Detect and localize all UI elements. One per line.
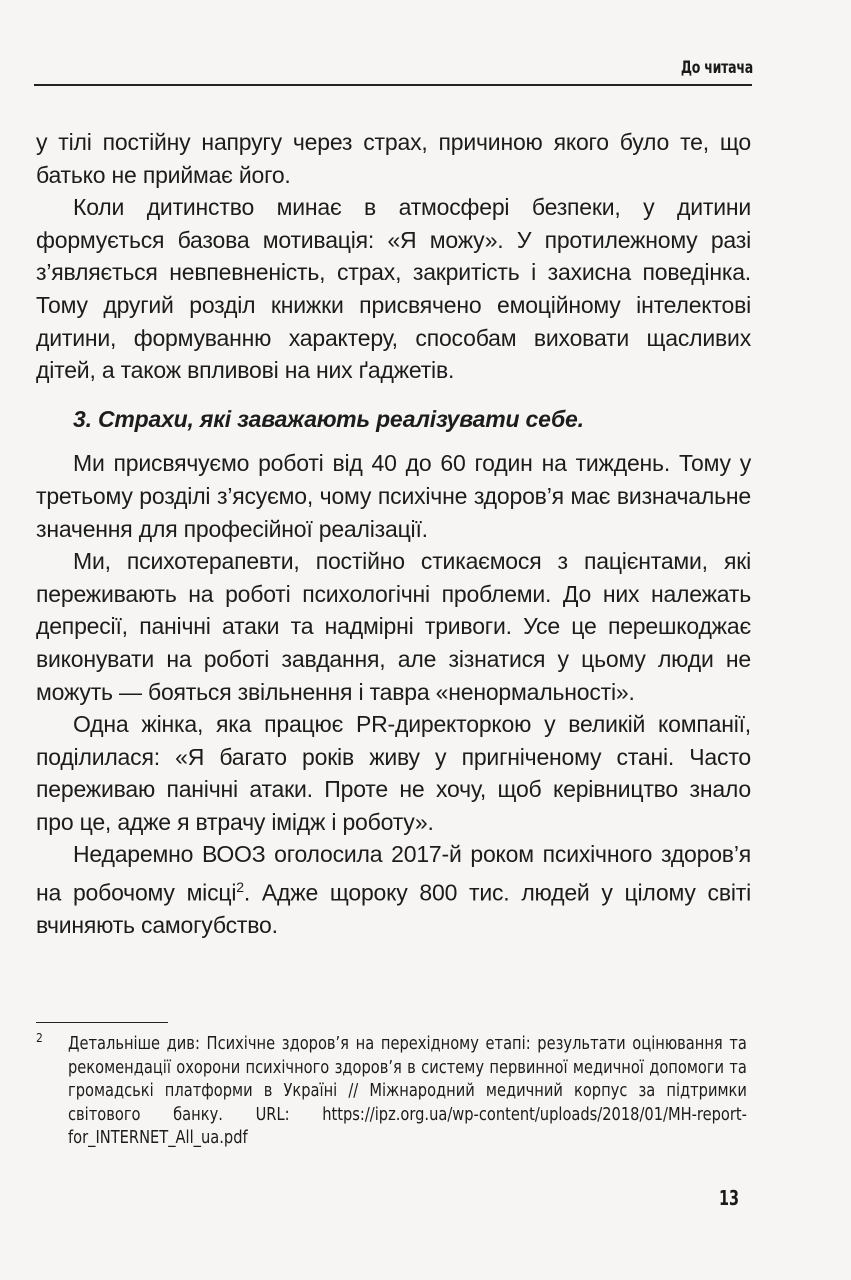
paragraph-3: Ми присвячуємо роботі від 40 до 60 годин на тиждень. Тому у третьому розділі з’ясуємо, чому психічне здоров’я має визначальне значення для професійної реалізації. xyxy=(36,450,751,542)
footnote-number: 2 xyxy=(36,1031,43,1045)
paragraph-2: Коли дитинство минає в атмосфері безпеки, у дитини формується базова мотивація: «Я можу». У протилежному разі з’являється невпевненість, страх, закритість і захисна поведінка. Тому другий розділ книжки присвячено емоційному інтелектові дитини, формуванню характеру, способам виховати щасливих дітей, а також впливові на них ґаджетів. xyxy=(36,194,751,384)
footnote-reference: 2 xyxy=(236,879,244,896)
footnote-text: Детальніше див: Психічне здоров’я на перехідному етапі: результати оцінювання та рекомендації охорони психічного здоров’я в систему первинної медичної допомоги та громадські платформи в Україні // Міжнародний медичний корпус за підтримки світового банку. URL: https://ipz.org.ua/wp-content/uploads/2018/01/MH-report-for_INTERNET_All_ua.pdf xyxy=(68,1034,747,1148)
page-number: 13 xyxy=(718,1186,739,1210)
paragraph-1: у тілі постійну напругу через страх, причиною якого було те, що батько не приймає його. xyxy=(36,129,751,188)
footnote-rule xyxy=(36,1022,168,1023)
main-text xyxy=(36,126,751,942)
running-head: До читача xyxy=(680,58,753,78)
section-heading: 3. Страхи, які заважають реалізувати себе. xyxy=(73,405,584,432)
header-rule xyxy=(34,84,752,86)
paragraph-5: Одна жінка, яка працює PR-директоркою у великій компанії, поділилася: «Я багато років живу у пригніченому стані. Часто переживаю панічні атаки. Проте не хочу, щоб керівництво знало про це, адже я втрачу імідж і роботу». xyxy=(36,711,751,835)
paragraph-6-text-b: . Адже щороку 800 тис. людей у цілому світі вчиняють самогубство. xyxy=(36,879,751,939)
footnote xyxy=(36,1033,750,1151)
paragraph-6 xyxy=(36,838,751,941)
paragraph-4: Ми, психотерапевти, постійно стикаємося з пацієнтами, які переживають на роботі психологічні проблеми. До них належать депресії, панічні атаки та надмірні тривоги. Усе це перешкоджає виконувати на роботі завдання, але зізнатися у цьому люди не можуть — бояться звільнення і тавра «ненормальності». xyxy=(36,548,751,705)
paragraph-6-text-a: Недаремно ВООЗ оголосила 2017-й роком психічного здоров’я на робочому місці xyxy=(36,841,751,906)
